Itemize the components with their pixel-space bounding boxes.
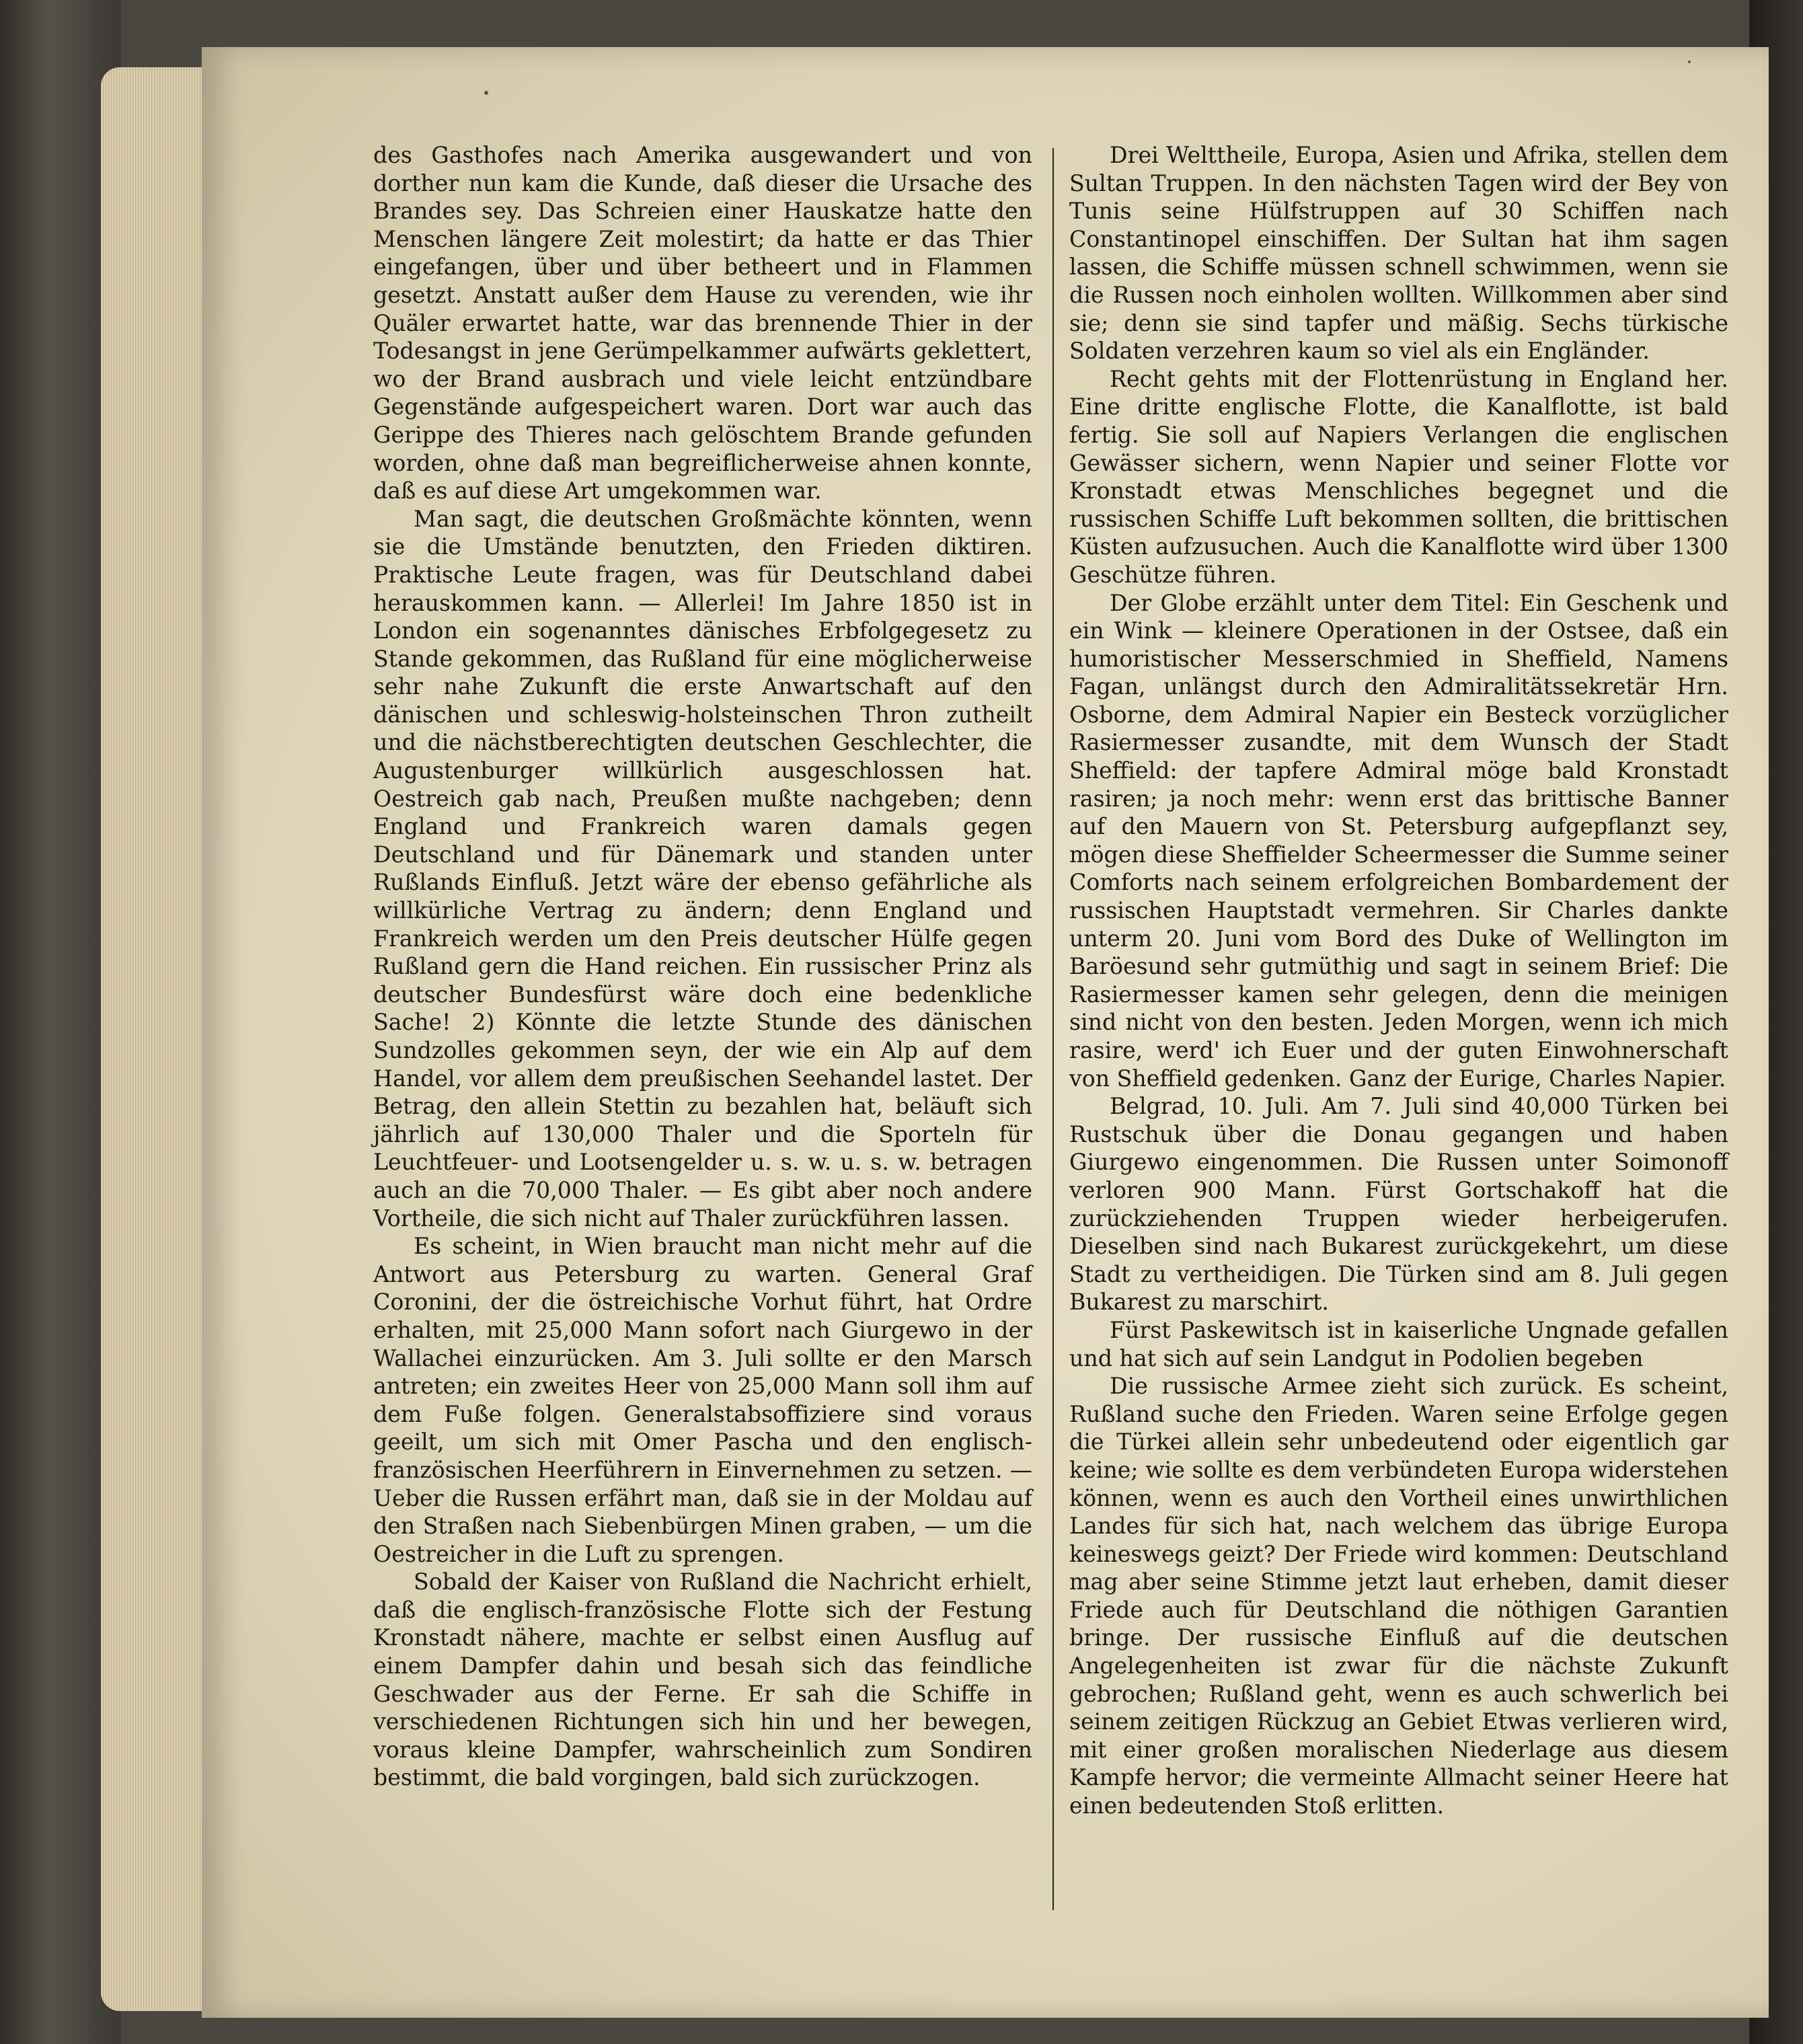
page-edges <box>101 67 202 2011</box>
column-divider <box>1052 148 1054 1910</box>
paragraph: Man sagt, die deutschen Großmächte könnten, wenn sie die Umstände benutzten, den Frieden diktiren. Praktische Leute fragen, was für Deutschland dabei herauskommen kann. — Allerlei! Im Jahre 1850 ist in London ein sogenanntes dänisches Erbfolgegesetz zu Stande gekommen, das Rußland für eine möglicherweise sehr nahe Zukunft die erste Anwartschaft auf den dänischen und schleswig-holsteinschen Thron zutheilt und die nächstberechtigten deutschen Geschlechter, die Augustenburger willkürlich ausgeschlossen hat. Oestreich gab nach, Preußen mußte nachgeben; denn England und Frankreich waren damals gegen Deutschland und für Dänemark und standen unter Rußlands Einfluß. Jetzt wäre der ebenso gefährliche als willkürliche Vertrag zu ändern; denn England und Frankreich werden um den Preis deutscher Hülfe gegen Rußland gern die Hand reichen. Ein russischer Prinz als deutscher Bundesfürst wäre doch eine bedenkliche Sache! 2) Könnte die letzte Stunde des dänischen Sundzolles gekommen seyn, der wie ein Alp auf dem Handel, vor allem dem preußischen Seehandel lastet. Der Betrag, den allein Stettin zu bezahlen hat, beläuft sich jährlich auf 130,000 Thaler und die Sporteln für Leuchtfeuer- und Lootsengelder u. s. w. u. s. w. betragen auch an die 70,000 Thaler. — Es gibt aber noch andere Vortheile, die sich nicht auf Thaler zurückführen lassen. <box>373 505 1032 1232</box>
left-column <box>373 141 1032 1917</box>
paper-speck <box>484 91 488 95</box>
paper-speck <box>1688 61 1691 63</box>
paragraph: Die russische Armee zieht sich zurück. Es scheint, Rußland suche den Frieden. Waren seine Erfolge gegen die Türkei allein sehr unbedeutend oder eigentlich gar keine; wie sollte es dem verbündeten Europa widerstehen können, wenn es auch den Vortheil eines unwirthlichen Landes für sich hat, nach welchem das übrige Europa keineswegs geizt? Der Friede wird kommen: Deutschland mag aber seine Stimme jetzt laut erheben, damit dieser Friede auch für Deutschland die nöthigen Garantien bringe. Der russische Einfluß auf die deutschen Angelegenheiten ist zwar für die nächste Zukunft gebrochen; Rußland geht, wenn es auch schwerlich bei seinem zeitigen Rückzug an Gebiet Etwas verlieren wird, mit einer großen moralischen Niederlage aus diesem Kampfe hervor; die vermeinte Allmacht seiner Heere hat einen bedeutenden Stoß erlitten. <box>1069 1373 1728 1819</box>
right-column <box>1069 141 1728 1917</box>
paragraph: Es scheint, in Wien braucht man nicht mehr auf die Antwort aus Petersburg zu warten. General Graf Coronini, der die östreichische Vorhut führt, hat Ordre erhalten, mit 25,000 Mann sofort nach Giurgewo in der Wallachei einzurücken. Am 3. Juli sollte er den Marsch antreten; ein zweites Heer von 25,000 Mann soll ihm auf dem Fuße folgen. Generalstabsoffiziere sind voraus geeilt, um sich mit Omer Pascha und den englisch-französischen Heerführern in Einvernehmen zu setzen. — Ueber die Russen erfährt man, daß sie in der Moldau auf den Straßen nach Siebenbürgen Minen graben, — um die Oestreicher in die Luft zu sprengen. <box>373 1233 1032 1567</box>
paragraph: des Gasthofes nach Amerika ausgewandert und von dorther nun kam die Kunde, daß dieser die Ursache des Brandes sey. Das Schreien einer Hauskatze hatte den Menschen längere Zeit molestirt; da hatte er das Thier eingefangen, über und über betheert und in Flammen gesetzt. Anstatt außer dem Hause zu verenden, wie ihr Quäler erwartet hatte, war das brennende Thier in der Todesangst in jene Gerümpelkammer aufwärts geklettert, wo der Brand ausbrach und viele leicht entzündbare Gegenstände aufgespeichert waren. Dort war auch das Gerippe des Thieres nach gelöschtem Brande gefunden worden, ohne daß man begreiflicherweise ahnen konnte, daß es auf diese Art umgekommen war. <box>373 142 1032 504</box>
paragraph: Fürst Paskewitsch ist in kaiserliche Ungnade gefallen und hat sich auf sein Landgut in Podolien begeben <box>1069 1316 1728 1371</box>
paragraph: Belgrad, 10. Juli. Am 7. Juli sind 40,000 Türken bei Rustschuk über die Donau gegangen und haben Giurgewo eingenommen. Die Russen unter Soimonoff verloren 900 Mann. Fürst Gortschakoff hat die zurückziehenden Truppen wieder herbeigerufen. Dieselben sind nach Bukarest zurückgekehrt, um diese Stadt zu vertheidigen. Die Türken sind am 8. Juli gegen Bukarest zu marschirt. <box>1069 1093 1728 1316</box>
book-page <box>202 47 1769 2018</box>
paragraph: Der Globe erzählt unter dem Titel: Ein Geschenk und ein Wink — kleinere Operationen in der Ostsee, daß ein humoristischer Messerschmied in Sheffield, Namens Fagan, unlängst durch den Admiralitätssekretär Hrn. Osborne, dem Admiral Napier ein Besteck vorzüglicher Rasiermesser zusandte, mit dem Wunsch der Stadt Sheffield: der tapfere Admiral möge bald Kronstadt rasiren; ja noch mehr: wenn erst das brittische Banner auf den Mauern von St. Petersburg aufgepflanzt sey, mögen diese Sheffielder Scheermesser die Summe seiner Comforts nach seinem erfolgreichen Bombardement der russischen Hauptstadt vermehren. Sir Charles dankte unterm 20. Juni vom Bord des Duke of Wellington im Baröesund sehr gutmüthig und sagt in seinem Brief: Die Rasiermesser kamen sehr gelegen, denn die meinigen sind nicht von den besten. Jeden Morgen, wenn ich mich rasire, werd' ich Euer und der guten Einwohnerschaft von Sheffield gedenken. Ganz der Eurige, Charles Napier. <box>1069 589 1728 1092</box>
paragraph: Recht gehts mit der Flottenrüstung in England her. Eine dritte englische Flotte, die Kanalflotte, ist bald fertig. Sie soll auf Napiers Verlangen die englischen Gewässer sichern, wenn Napier und seiner Flotte vor Kronstadt etwas Menschliches begegnet und die russischen Schiffe Luft bekommen sollten, die brittischen Küsten aufzusuchen. Auch die Kanalflotte wird über 1300 Geschütze führen. <box>1069 365 1728 588</box>
paragraph: Drei Welttheile, Europa, Asien und Afrika, stellen dem Sultan Truppen. In den nächsten Tagen wird der Bey von Tunis seine Hülfstruppen auf 30 Schiffen nach Constantinopel einschiffen. Der Sultan hat ihm sagen lassen, die Schiffe müssen schnell schwimmen, wenn sie die Russen noch einholen wollten. Willkommen aber sind sie; denn sie sind tapfer und mäßig. Sechs türkische Soldaten verzehren kaum so viel als ein Engländer. <box>1069 142 1728 365</box>
paragraph: Sobald der Kaiser von Rußland die Nachricht erhielt, daß die englisch-französische Flotte sich der Festung Kronstadt nähere, machte er selbst einen Ausflug auf einem Dampfer dahin und besah sich das feindliche Geschwader aus der Ferne. Er sah die Schiffe in verschiedenen Richtungen sich hin und her bewegen, voraus kleine Dampfer, wahrscheinlich zum Sondiren bestimmt, die bald vorgingen, bald sich zurückzogen. <box>373 1568 1032 1791</box>
